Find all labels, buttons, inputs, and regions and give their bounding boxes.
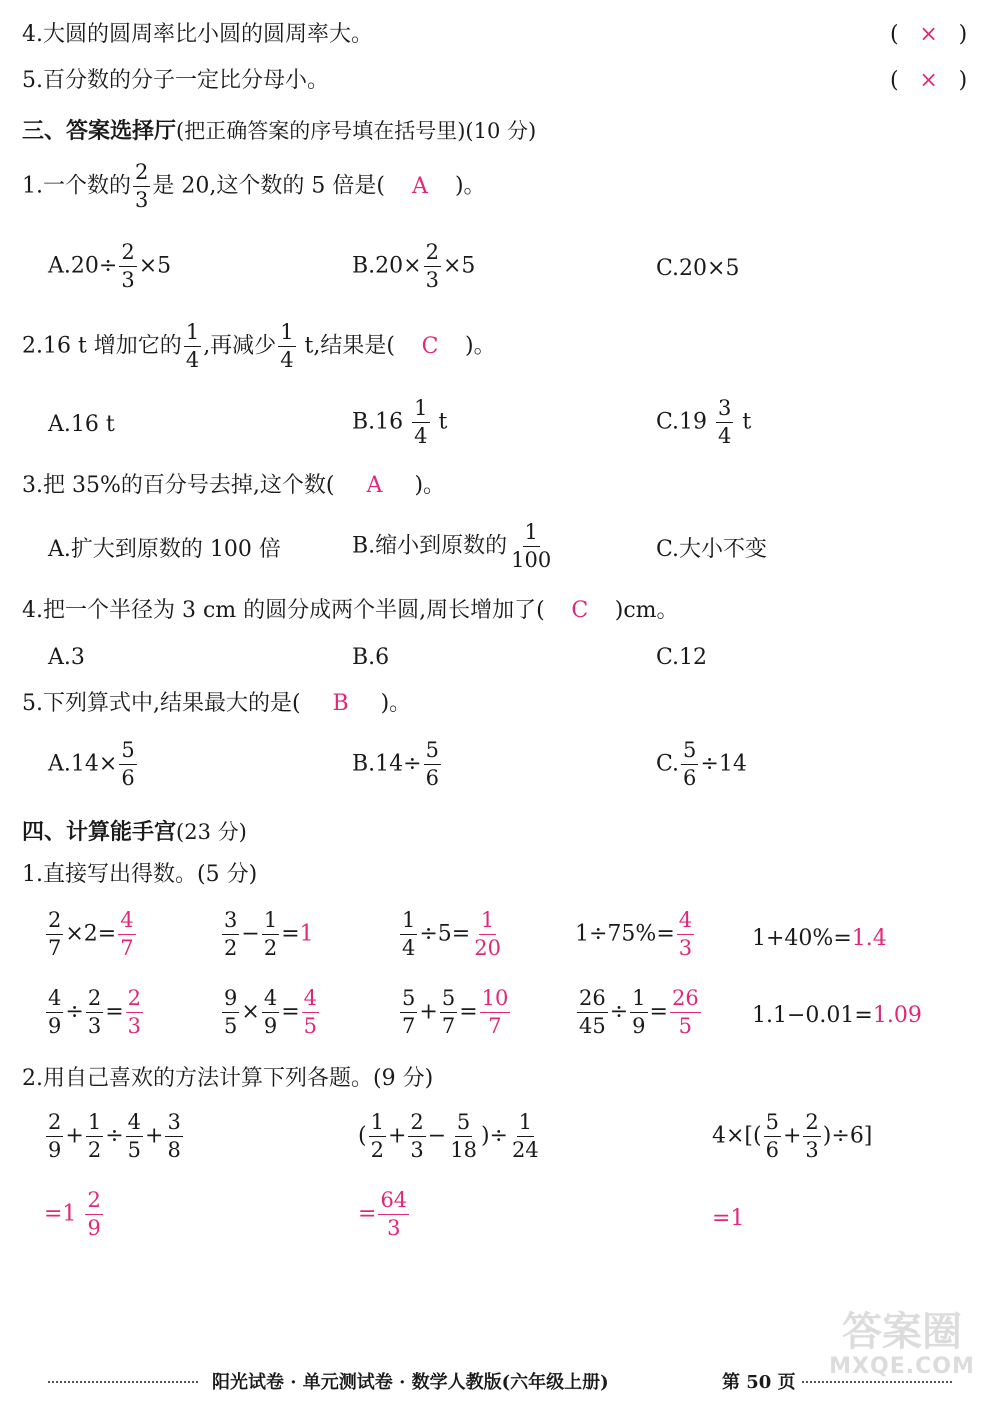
judge-q4-text: 4.大圆的圆周率比小圆的圆周率大。 (22, 22, 373, 47)
judge-q4-answer: × (919, 22, 938, 47)
q5-option-b: B.14÷ $\frac{5}{6}$ (352, 738, 439, 790)
watermark (822, 1310, 982, 1390)
q2-option-c: C.19 $\frac{3}{4}$ t (656, 396, 752, 448)
calc-r2-e4: $\frac{26}{45}$ ÷ $\frac{1}{9}$ = $\frac{26}{5}$ (579, 986, 699, 1038)
section3-title: 三、答案选择厅 (22, 119, 177, 144)
footer-text: 阳光试卷 · 单元测试卷 · 数学人教版(六年级上册) (212, 1372, 609, 1393)
calc-r1-e3: $\frac{1}{4}$ ÷5= $\frac{1}{20}$ (402, 908, 501, 960)
section3-heading (22, 114, 536, 145)
judge-q5-answer: × (919, 68, 938, 93)
q1-option-a: A.20÷ $\frac{2}{3}$ ×5 (48, 240, 172, 292)
judge-q4-answer-box: ( × ) (890, 20, 967, 50)
q3-option-b: B.缩小到原数的 $\frac{1}{100}$ (352, 520, 552, 572)
q1-option-c: C.20×5 (656, 256, 740, 281)
choice-q1 (22, 162, 486, 211)
q5-answer: B (332, 691, 349, 716)
calc-q1-title: 1.直接写出得数。(5 分) (22, 862, 258, 887)
q1-post: 是 20,这个数的 5 倍是( (152, 173, 385, 199)
q5-option-a: A.14× $\frac{5}{6}$ (48, 738, 135, 790)
calc-p3-answer: =1 (712, 1206, 745, 1231)
calc-p2-answer: = $\frac{64}{3}$ (358, 1188, 408, 1240)
judge-q5-text: 5.百分数的分子一定比分母小。 (22, 68, 329, 93)
calc-p1-answer: =1 $\frac{2}{9}$ (44, 1188, 101, 1240)
watermark-logo-text: 答案圈 (842, 1309, 962, 1355)
footer-divider-right (802, 1381, 952, 1383)
q3-option-a: A.扩大到原数的 100 倍 (48, 537, 281, 562)
calc-p1: $\frac{2}{9}$ + $\frac{1}{2}$ ÷ $\frac{4}{5}$ + $\frac{3}{8}$ (48, 1110, 181, 1162)
calc-p2: ( $\frac{1}{2}$ + $\frac{2}{3}$ − $\frac{5}{18}$ )÷ $\frac{1}{24}$ (358, 1110, 539, 1162)
q4-answer: C (571, 598, 589, 623)
q1-answer: A (411, 173, 428, 199)
q3-option-c: C.大小不变 (656, 537, 768, 562)
page-number: 第 50 页 (722, 1372, 796, 1393)
calc-q2-title: 2.用自己喜欢的方法计算下列各题。(9 分) (22, 1066, 434, 1091)
q5-option-c: C. $\frac{5}{6}$ ÷14 (656, 738, 747, 790)
section4-title: 四、计算能手宫 (22, 820, 177, 845)
choice-q3: 3.把 35%的百分号去掉,这个数( A )。 (22, 471, 445, 501)
q1-pre: 1.一个数的 (22, 173, 131, 199)
calc-r1-e2: $\frac{3}{2}$ − $\frac{1}{2}$ =1 (224, 908, 314, 960)
choice-q2: 2.16 t 增加它的 $\frac{1}{4}$ ,再减少 $\frac{1}{4}$ t,结果是( C )。 (22, 320, 496, 372)
q1-option-b: B.20× $\frac{2}{3}$ ×5 (352, 240, 476, 292)
watermark-url: MXQE.COM (829, 1354, 975, 1379)
q4-option-b: B.6 (352, 645, 390, 670)
section4-heading (22, 815, 247, 846)
q1-fraction: $\frac{2}{3}$ (135, 160, 149, 212)
calc-r1-e4: 1÷75%= $\frac{4}{3}$ (575, 908, 693, 960)
calc-r2-e2: $\frac{9}{5}$ × $\frac{4}{9}$ = $\frac{4}{5}$ (224, 986, 317, 1038)
calc-r1-e5: 1+40%=1.4 (752, 926, 887, 951)
q2-answer: C (421, 333, 439, 359)
q4-option-c: C.12 (656, 645, 708, 670)
choice-q5: 5.下列算式中,结果最大的是( B )。 (22, 689, 411, 719)
calc-r1-e1: $\frac{2}{7}$ ×2= $\frac{4}{7}$ (48, 908, 134, 960)
calc-r2-e5: 1.1−0.01=1.09 (752, 1003, 922, 1028)
q2-option-a: A.16 t (48, 412, 115, 437)
calc-r2-e3: $\frac{5}{7}$ + $\frac{5}{7}$ = $\frac{10}{7}$ (402, 986, 509, 1038)
q2-option-b: B.16 $\frac{1}{4}$ t (352, 396, 448, 448)
q4-option-a: A.3 (48, 645, 85, 670)
choice-q4: 4.把一个半径为 3 cm 的圆分成两个半圆,周长增加了( C )cm。 (22, 596, 679, 626)
judge-q5-answer-box: ( × ) (890, 66, 967, 96)
calc-r2-e1: $\frac{4}{9}$ ÷ $\frac{2}{3}$ = $\frac{2}{3}$ (48, 986, 141, 1038)
footer-divider-left (48, 1381, 198, 1383)
calc-p3: 4×[( $\frac{5}{6}$ + $\frac{2}{3}$ )÷6] (712, 1110, 873, 1162)
section3-instruction: (把正确答案的序号填在括号里)(10 分) (176, 119, 537, 143)
q3-answer: A (366, 473, 383, 498)
section4-points: (23 分) (176, 820, 247, 844)
q1-end: )。 (454, 173, 486, 199)
